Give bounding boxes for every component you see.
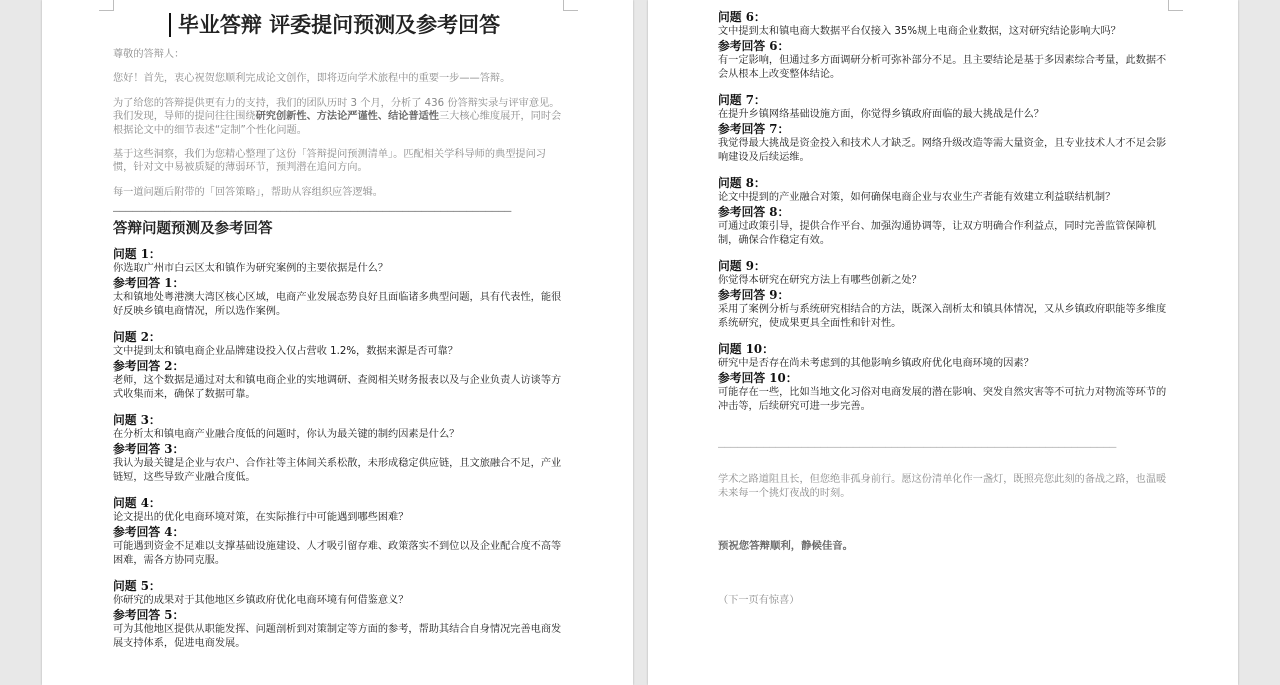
intro-paragraph-2: 为了给您的答辩提供更有力的支持，我们的团队历时 3 个月，分析了 436 份答辩实录与评审意见。我们发现，导师的提问往往围绕研究创新性、方法论严谨性、结论普适性三大核心维度展开，同时会根据论文中的细节表述“定制”个性化问题。	[113, 97, 562, 136]
answer-text: 采用了案例分析与系统研究相结合的方法，既深入剖析太和镇具体情况，又从乡镇政府职能等多维度系统研究，使成果更具全面性和针对性。	[718, 304, 1167, 329]
section-heading: 答辩问题预测及参考回答	[113, 220, 273, 238]
intro-paragraph-3: 基于这些洞察，我们为您精心整理了这份「答辩提问预测清单」。匹配相关学科导师的典型提问习惯，针对文中易被质疑的薄弱环节，预判潜在追问方向。	[113, 149, 546, 174]
question-label: 问题 7：	[718, 93, 766, 107]
question-text: 论文中提到的产业融合对策，如何确保电商企业与农业生产者能有效建立利益联结机制？	[718, 192, 1116, 203]
answer-label: 参考回答 3：	[113, 442, 185, 457]
question-text: 在提升乡镇网络基础设施方面，你觉得乡镇政府面临的最大挑战是什么？	[718, 109, 1044, 120]
salutation: 尊敬的答辩人：	[113, 49, 185, 60]
question-label: 问题 5：	[113, 579, 161, 594]
margin-corner-mark	[563, 0, 578, 11]
question-text: 研究中是否存在尚未考虑到的其他影响乡镇政府优化电商环境的因素？	[718, 358, 1034, 369]
question-label: 问题 9：	[718, 259, 766, 273]
question-label: 问题 3：	[113, 413, 161, 428]
qa-item	[113, 413, 565, 485]
qa-list-left	[113, 247, 565, 651]
answer-label: 参考回答 5：	[113, 608, 185, 623]
document-title[interactable]: 毕业答辩 评委提问预测及参考回答	[113, 10, 565, 40]
next-page-hint: （下一页有惊喜）	[718, 594, 800, 606]
answer-label: 参考回答 6：	[718, 39, 790, 53]
intro-paragraph-1: 您好！首先，衷心祝贺您顺利完成论文创作，即将迈向学术旅程中的重要一步——答辩。	[113, 73, 511, 85]
question-label: 问题 6：	[718, 10, 766, 24]
answer-label: 参考回答 1：	[113, 276, 185, 291]
margin-corner-mark	[1168, 0, 1183, 11]
question-text: 论文提出的优化电商环境对策，在实际推行中可能遇到哪些困难？	[113, 512, 409, 524]
answer-label: 参考回答 4：	[113, 525, 185, 540]
question-label: 问题 10：	[718, 342, 774, 356]
question-label: 问题 2：	[113, 330, 161, 345]
closing-wish: 预祝您答辩顺利，静候佳音。	[718, 539, 854, 552]
answer-text: 有一定影响，但通过多方面调研分析可弥补部分不足。且主要结论是基于多因素综合考量，此数据不会从根本上改变整体结论。	[718, 55, 1167, 80]
answer-label: 参考回答 2：	[113, 359, 185, 374]
question-text: 文中提到太和镇电商大数据平台仅接入 35%规上电商企业数据，这对研究结论影响大吗？	[718, 26, 1121, 37]
document-page-2	[648, 0, 1238, 685]
question-text: 在分析太和镇电商产业融合度低的问题时，你认为最关键的制约因素是什么？	[113, 429, 460, 441]
intro-paragraph-4: 每一道问题后附带的「回答策略」，帮助从容组织应答逻辑。	[113, 186, 383, 198]
answer-text: 可通过政策引导，提供合作平台、加强沟通协调等，让双方明确合作利益点，同时完善监管保障机制，确保合作稳定有效。	[718, 221, 1157, 246]
answer-text: 可能遇到资金不足难以支撑基础设施建设、人才吸引留存难、政策落实不到位以及企业配合度不高等困难，需各方协同克服。	[113, 541, 562, 567]
text-cursor	[169, 13, 171, 37]
answer-label: 参考回答 10：	[718, 371, 798, 385]
qa-item	[113, 496, 565, 568]
answer-text: 我认为最关键是企业与农户、合作社等主体间关系松散，未形成稳定供应链，且文旅融合不足，产业链短，这些导致产业融合度低。	[113, 458, 562, 484]
answer-text: 可为其他地区提供从职能发挥、问题剖析到对策制定等方面的参考，帮助其结合自身情况完善电商发展支持体系，促进电商发展。	[113, 624, 562, 650]
closing-paragraph: 学术之路道阻且长，但您绝非孤身前行。愿这份清单化作一盏灯，既照亮您此刻的备战之路，也温暖未来每一个挑灯夜战的时刻。	[718, 474, 1167, 499]
qa-item	[718, 259, 1170, 331]
qa-item	[718, 176, 1170, 248]
question-text: 你研究的成果对于其他地区乡镇政府优化电商环境有何借鉴意义？	[113, 595, 409, 607]
answer-text: 可能存在一些，比如当地文化习俗对电商发展的潜在影响、突发自然灾害等不可抗力对物流等环节的冲击等，后续研究可进一步完善。	[718, 387, 1167, 412]
section-divider: ——————————————————————————————————————————————————————————————	[113, 205, 512, 218]
qa-list-right	[718, 10, 1170, 414]
answer-text: 太和镇地处粤港澳大湾区核心区域，电商产业发展态势良好且面临诸多典型问题，具有代表性，能很好反映乡镇电商情况，所以选作案例。	[113, 292, 562, 318]
question-label: 问题 4：	[113, 496, 161, 511]
qa-item	[113, 579, 565, 651]
margin-corner-mark	[99, 0, 114, 11]
document-page-1	[42, 0, 633, 685]
closing-divider: ——————————————————————————————————————————————————————————————	[718, 441, 1117, 453]
qa-item	[113, 247, 565, 319]
answer-label: 参考回答 7：	[718, 122, 790, 136]
qa-item	[113, 330, 565, 402]
qa-item	[718, 342, 1170, 414]
answer-label: 参考回答 9：	[718, 288, 790, 302]
question-label: 问题 1：	[113, 247, 161, 262]
question-text: 文中提到太和镇电商企业品牌建设投入仅占营收 1.2%，数据来源是否可靠？	[113, 346, 458, 358]
answer-text: 我觉得最大挑战是资金投入和技术人才缺乏。网络升级改造等需大量资金，且专业技术人才不足会影响建设及后续运维。	[718, 138, 1167, 163]
qa-item	[718, 93, 1170, 165]
answer-label: 参考回答 8：	[718, 205, 790, 219]
question-label: 问题 8：	[718, 176, 766, 190]
qa-item	[718, 10, 1170, 82]
question-text: 你觉得本研究在研究方法上有哪些创新之处？	[718, 275, 922, 286]
answer-text: 老师，这个数据是通过对太和镇电商企业的实地调研、查阅相关财务报表以及与企业负责人访谈等方式收集而来，确保了数据可靠。	[113, 375, 562, 401]
question-text: 你选取广州市白云区太和镇作为研究案例的主要依据是什么？	[113, 263, 389, 275]
